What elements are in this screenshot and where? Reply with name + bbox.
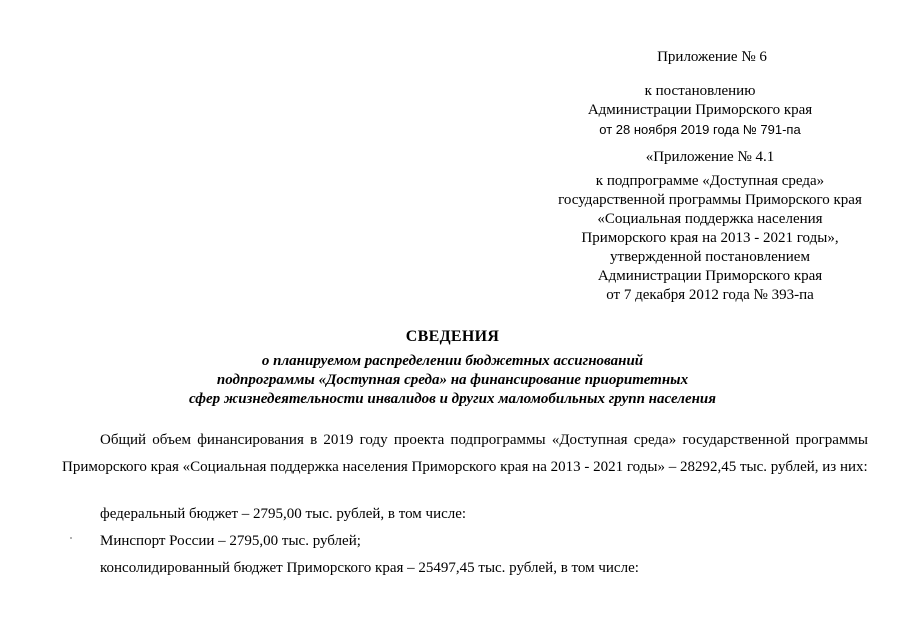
document-subtitle bbox=[0, 352, 905, 409]
appendix-6-title: Приложение № 6 bbox=[657, 49, 767, 65]
financing-paragraph-text: Общий объем финансирования в 2019 году проекта подпрограммы «Доступная среда» государственной программы Приморского края «Социальная поддержка населения Приморского края на 2013 - 2021 годы» – 28292,45 тыс. рублей, из них: bbox=[62, 432, 868, 475]
appendix-6-line2: Администрации Приморского края bbox=[587, 102, 813, 118]
decree-stamp: от 28 ноября 2019 года № 791-па bbox=[599, 122, 801, 137]
appendix-41-line: Приморского края на 2013 - 2021 годы», bbox=[581, 230, 839, 246]
appendix-41-line: от 7 декабря 2012 года № 393-па bbox=[606, 287, 814, 303]
subtitle-line: о планируемом распределении бюджетных ассигнований bbox=[261, 353, 644, 369]
appendix-41-title: «Приложение № 4.1 bbox=[645, 149, 775, 165]
appendix-41-line: «Социальная поддержка населения bbox=[597, 211, 823, 227]
appendix-6-line1: к постановлению bbox=[644, 83, 756, 99]
appendix-41-line: государственной программы Приморского края bbox=[558, 192, 862, 208]
appendix-41-reference bbox=[520, 172, 900, 305]
appendix-41-line: к подпрограмме «Доступная среда» bbox=[595, 173, 825, 189]
regional-budget-item: консолидированный бюджет Приморского края – 25497,45 тыс. рублей, в том числе: bbox=[100, 560, 639, 576]
minsport-item: Минспорт России – 2795,00 тыс. рублей; bbox=[100, 533, 361, 549]
subtitle-line: подпрограммы «Доступная среда» на финансирование приоритетных bbox=[216, 372, 689, 388]
appendix-6-reference bbox=[560, 82, 840, 139]
appendix-41-line: Администрации Приморского края bbox=[597, 268, 823, 284]
financing-paragraph bbox=[62, 427, 868, 481]
federal-budget-item: федеральный бюджет – 2795,00 тыс. рублей, в том числе: bbox=[100, 506, 467, 522]
scan-speck bbox=[70, 537, 72, 539]
subtitle-line: сфер жизнедеятельности инвалидов и других маломобильных групп населения bbox=[188, 391, 717, 407]
document-title: СВЕДЕНИЯ bbox=[405, 328, 500, 345]
appendix-41-line: утвержденной постановлением bbox=[610, 249, 810, 265]
